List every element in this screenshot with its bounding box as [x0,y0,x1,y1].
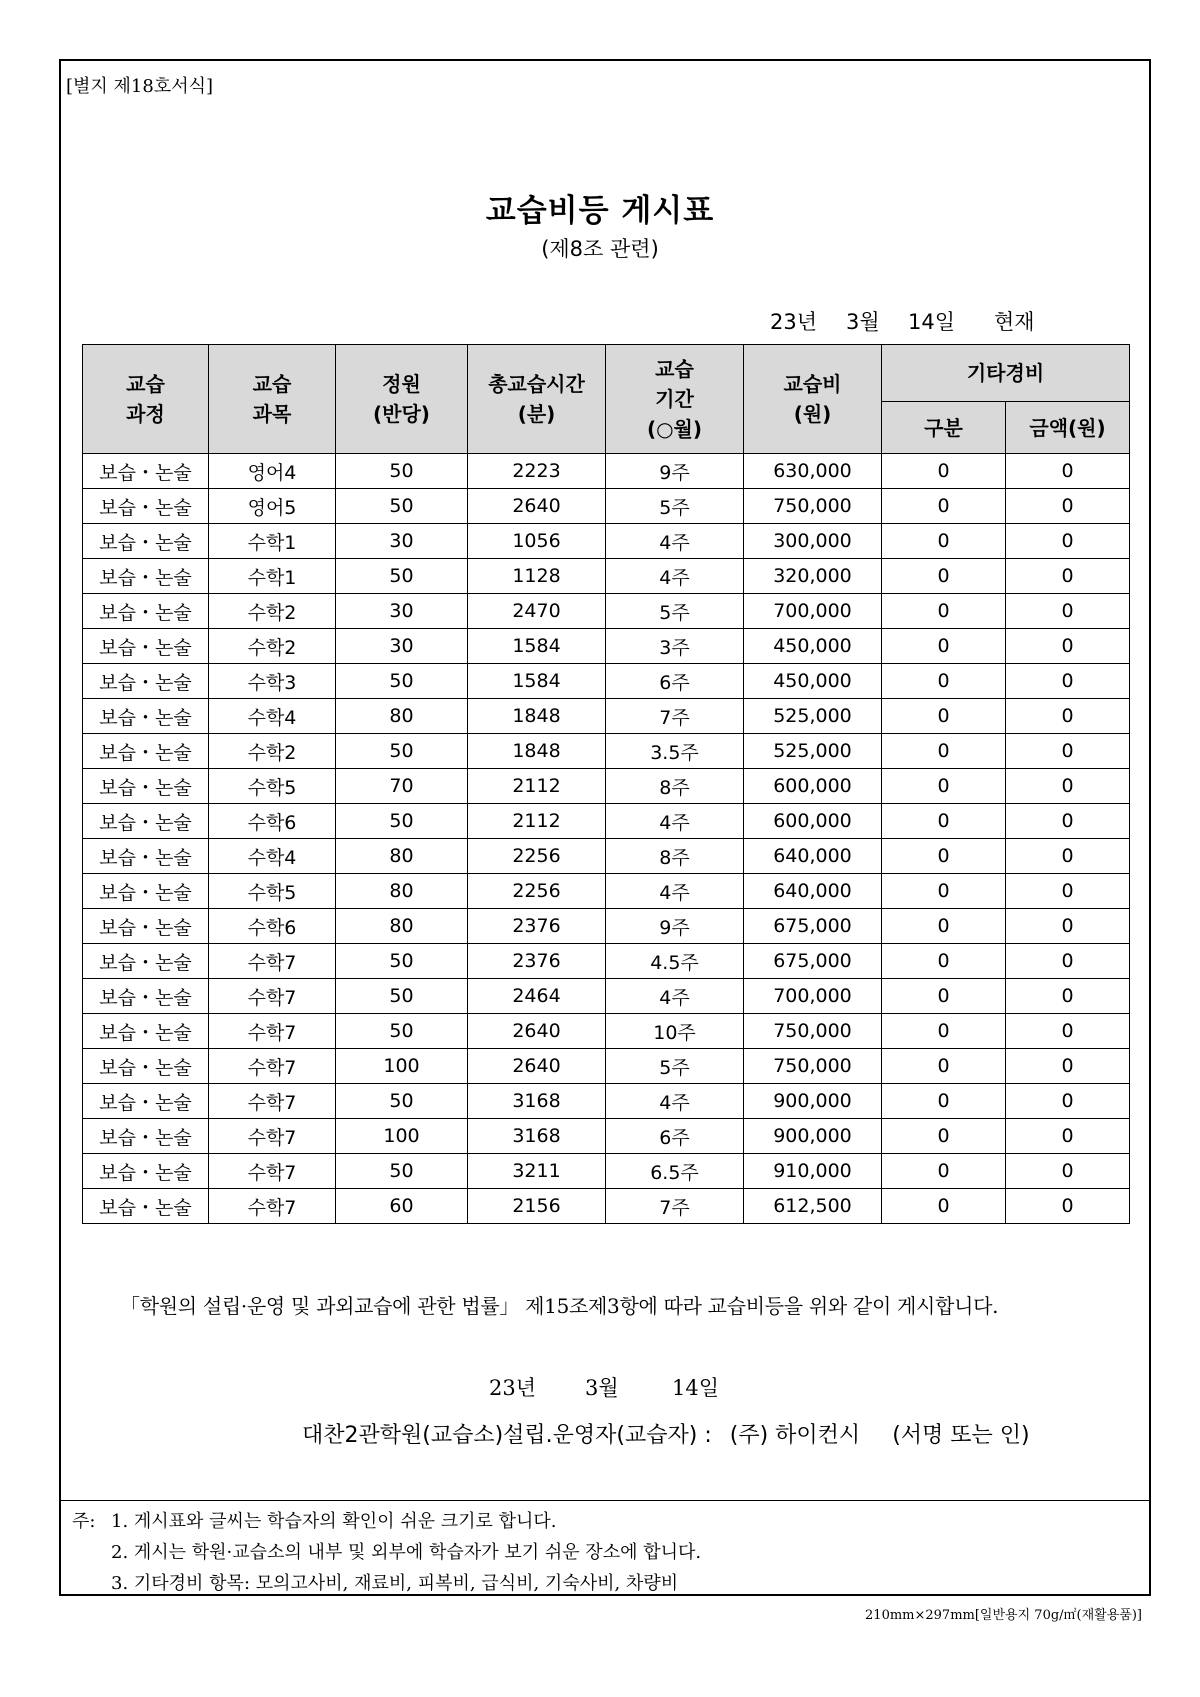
cell-subject: 수학6 [209,804,336,839]
table-row [83,944,1130,979]
cell-other-amount: 0 [1006,524,1130,559]
cell-total-hours: 2256 [468,874,606,909]
cell-other-category: 0 [882,979,1006,1014]
cell-course: 보습・논술 [83,734,209,769]
cell-capacity: 50 [336,804,468,839]
cell-other-category: 0 [882,559,1006,594]
cell-other-amount: 0 [1006,1049,1130,1084]
cell-total-hours: 1848 [468,734,606,769]
cell-period: 3.5주 [606,734,744,769]
cell-total-hours: 1584 [468,629,606,664]
cell-other-amount: 0 [1006,944,1130,979]
cell-period: 4주 [606,1084,744,1119]
cell-period: 3주 [606,629,744,664]
cell-fee: 900,000 [744,1119,882,1154]
cell-subject: 수학7 [209,944,336,979]
cell-total-hours: 2470 [468,594,606,629]
cell-total-hours: 3168 [468,1084,606,1119]
cell-course: 보습・논술 [83,664,209,699]
as-of-day: 14일 [908,310,956,334]
cell-course: 보습・논술 [83,1014,209,1049]
cell-other-category: 0 [882,1049,1006,1084]
cell-capacity: 60 [336,1189,468,1224]
header-amount: 금액(원) [1006,402,1130,454]
cell-other-category: 0 [882,874,1006,909]
table-row [83,454,1130,489]
cell-period: 9주 [606,909,744,944]
cell-subject: 수학5 [209,769,336,804]
as-of-suffix: 현재 [994,310,1035,334]
cell-capacity: 100 [336,1119,468,1154]
cell-other-category: 0 [882,524,1006,559]
cell-fee: 525,000 [744,699,882,734]
cell-other-amount: 0 [1006,594,1130,629]
as-of-month: 3월 [846,310,880,334]
cell-other-category: 0 [882,699,1006,734]
cell-capacity: 50 [336,944,468,979]
cell-subject: 수학7 [209,1049,336,1084]
cell-subject: 수학1 [209,524,336,559]
cell-total-hours: 2156 [468,1189,606,1224]
cell-course: 보습・논술 [83,769,209,804]
table-row [83,1049,1130,1084]
table-row [83,804,1130,839]
table-row [83,594,1130,629]
legal-statement: 「학원의 설립·운영 및 과외교습에 관한 법률」 제15조제3항에 따라 교습비등을 위와 같이 게시합니다. [120,1294,999,1318]
cell-other-category: 0 [882,1084,1006,1119]
cell-total-hours: 2464 [468,979,606,1014]
cell-fee: 612,500 [744,1189,882,1224]
cell-capacity: 50 [336,1154,468,1189]
note-item: 1. 게시표와 글씨는 학습자의 확인이 쉬운 크기로 합니다. [111,1511,557,1532]
cell-period: 7주 [606,699,744,734]
cell-capacity: 70 [336,769,468,804]
cell-capacity: 50 [336,1084,468,1119]
cell-total-hours: 1848 [468,699,606,734]
table-row [83,664,1130,699]
header-period: 교습 기간 (○월) [606,345,744,454]
cell-period: 10주 [606,1014,744,1049]
table-row [83,699,1130,734]
sign-hint: (서명 또는 인) [892,1423,1030,1448]
cell-total-hours: 3211 [468,1154,606,1189]
cell-subject: 수학7 [209,1189,336,1224]
operator-label: 대찬2관학원(교습소)설립.운영자(교습자) : [302,1423,712,1448]
cell-total-hours: 1584 [468,664,606,699]
notes-divider [59,1500,1151,1501]
sign-day: 14일 [672,1376,720,1400]
cell-capacity: 80 [336,874,468,909]
cell-other-category: 0 [882,454,1006,489]
cell-course: 보습・논술 [83,804,209,839]
cell-total-hours: 2112 [468,804,606,839]
cell-subject: 수학6 [209,909,336,944]
cell-subject: 수학2 [209,734,336,769]
cell-capacity: 50 [336,1014,468,1049]
note-item: 2. 게시는 학원·교습소의 내부 및 외부에 학습자가 보기 쉬운 장소에 합니다. [111,1542,702,1563]
cell-other-amount: 0 [1006,979,1130,1014]
cell-capacity: 50 [336,734,468,769]
table-row [83,1084,1130,1119]
cell-other-amount: 0 [1006,874,1130,909]
cell-subject: 수학1 [209,559,336,594]
cell-fee: 640,000 [744,839,882,874]
cell-other-amount: 0 [1006,909,1130,944]
operator-name: (주) 하이컨시 [729,1423,861,1448]
sign-year: 23년 [489,1376,537,1400]
cell-subject: 수학2 [209,594,336,629]
table-row [83,769,1130,804]
cell-subject: 영어4 [209,454,336,489]
cell-other-category: 0 [882,1119,1006,1154]
cell-subject: 수학3 [209,664,336,699]
cell-capacity: 30 [336,629,468,664]
cell-period: 6주 [606,1119,744,1154]
as-of-year: 23년 [770,310,818,334]
cell-total-hours: 2640 [468,489,606,524]
table-row [83,489,1130,524]
header-subject: 교습 과목 [209,345,336,454]
cell-period: 4주 [606,559,744,594]
table-row [83,1189,1130,1224]
cell-other-amount: 0 [1006,1119,1130,1154]
cell-capacity: 80 [336,909,468,944]
cell-other-category: 0 [882,804,1006,839]
cell-fee: 910,000 [744,1154,882,1189]
cell-other-category: 0 [882,769,1006,804]
header-category: 구분 [882,402,1006,454]
header-other-expenses: 기타경비 [882,345,1130,402]
cell-total-hours: 2376 [468,944,606,979]
header-course: 교습 과정 [83,345,209,454]
cell-subject: 수학7 [209,1119,336,1154]
table-row [83,979,1130,1014]
cell-fee: 450,000 [744,629,882,664]
cell-capacity: 50 [336,489,468,524]
header-capacity: 정원 (반당) [336,345,468,454]
cell-course: 보습・논술 [83,1049,209,1084]
cell-total-hours: 2640 [468,1049,606,1084]
cell-other-amount: 0 [1006,1154,1130,1189]
cell-fee: 700,000 [744,594,882,629]
cell-period: 4주 [606,804,744,839]
table-row [83,1154,1130,1189]
cell-other-amount: 0 [1006,734,1130,769]
cell-other-amount: 0 [1006,489,1130,524]
cell-period: 7주 [606,1189,744,1224]
cell-fee: 900,000 [744,1084,882,1119]
cell-period: 8주 [606,839,744,874]
header-fee: 교습비 (원) [744,345,882,454]
cell-course: 보습・논술 [83,944,209,979]
note-item: 3. 기타경비 항목: 모의고사비, 재료비, 피복비, 급식비, 기숙사비, 차량비 [111,1573,679,1594]
fee-table [82,344,1130,1224]
cell-total-hours: 1128 [468,559,606,594]
cell-total-hours: 2640 [468,1014,606,1049]
cell-other-amount: 0 [1006,454,1130,489]
cell-course: 보습・논술 [83,874,209,909]
cell-course: 보습・논술 [83,1189,209,1224]
cell-other-category: 0 [882,629,1006,664]
cell-subject: 수학4 [209,699,336,734]
cell-fee: 320,000 [744,559,882,594]
cell-subject: 수학7 [209,979,336,1014]
cell-period: 4주 [606,524,744,559]
cell-total-hours: 1056 [468,524,606,559]
table-row [83,839,1130,874]
cell-capacity: 50 [336,979,468,1014]
cell-fee: 450,000 [744,664,882,699]
cell-period: 6.5주 [606,1154,744,1189]
cell-other-category: 0 [882,734,1006,769]
cell-total-hours: 2223 [468,454,606,489]
cell-other-amount: 0 [1006,1014,1130,1049]
cell-course: 보습・논술 [83,594,209,629]
cell-course: 보습・논술 [83,454,209,489]
cell-period: 4주 [606,979,744,1014]
cell-capacity: 50 [336,454,468,489]
cell-capacity: 30 [336,594,468,629]
cell-period: 5주 [606,594,744,629]
cell-fee: 675,000 [744,909,882,944]
fee-table-body [83,454,1130,1224]
cell-other-amount: 0 [1006,699,1130,734]
cell-capacity: 50 [336,559,468,594]
table-row [83,909,1130,944]
cell-subject: 수학7 [209,1084,336,1119]
cell-fee: 525,000 [744,734,882,769]
cell-other-amount: 0 [1006,804,1130,839]
cell-subject: 수학7 [209,1154,336,1189]
cell-other-category: 0 [882,944,1006,979]
header-total-hours: 총교습시간 (분) [468,345,606,454]
cell-fee: 750,000 [744,1014,882,1049]
cell-total-hours: 2256 [468,839,606,874]
signer-line [302,1418,1048,1449]
cell-course: 보습・논술 [83,1154,209,1189]
cell-other-category: 0 [882,1014,1006,1049]
cell-other-category: 0 [882,1154,1006,1189]
cell-subject: 수학2 [209,629,336,664]
cell-subject: 수학7 [209,1014,336,1049]
cell-other-category: 0 [882,909,1006,944]
cell-fee: 675,000 [744,944,882,979]
page-subtitle: (제8조 관련) [541,237,659,261]
cell-course: 보습・논술 [83,699,209,734]
cell-fee: 600,000 [744,804,882,839]
cell-other-amount: 0 [1006,839,1130,874]
cell-period: 9주 [606,454,744,489]
cell-subject: 영어5 [209,489,336,524]
cell-course: 보습・논술 [83,559,209,594]
cell-fee: 750,000 [744,489,882,524]
table-row [83,1014,1130,1049]
cell-capacity: 80 [336,699,468,734]
cell-fee: 640,000 [744,874,882,909]
cell-other-amount: 0 [1006,629,1130,664]
cell-other-category: 0 [882,594,1006,629]
cell-capacity: 50 [336,664,468,699]
cell-course: 보습・논술 [83,524,209,559]
cell-course: 보습・논술 [83,1084,209,1119]
cell-capacity: 30 [336,524,468,559]
cell-other-amount: 0 [1006,664,1130,699]
cell-other-amount: 0 [1006,769,1130,804]
cell-subject: 수학5 [209,874,336,909]
cell-period: 8주 [606,769,744,804]
sign-month: 3월 [585,1376,619,1400]
cell-capacity: 80 [336,839,468,874]
cell-fee: 630,000 [744,454,882,489]
table-row [83,734,1130,769]
cell-fee: 750,000 [744,1049,882,1084]
cell-course: 보습・논술 [83,489,209,524]
cell-fee: 600,000 [744,769,882,804]
cell-course: 보습・논술 [83,1119,209,1154]
cell-other-category: 0 [882,839,1006,874]
cell-other-category: 0 [882,664,1006,699]
cell-other-category: 0 [882,489,1006,524]
table-row [83,559,1130,594]
form-number: [별지 제18호서식] [66,76,213,97]
cell-fee: 700,000 [744,979,882,1014]
notes-prefix: 주: [72,1511,96,1532]
cell-course: 보습・논술 [83,839,209,874]
cell-fee: 300,000 [744,524,882,559]
table-row [83,874,1130,909]
table-row [83,524,1130,559]
cell-other-amount: 0 [1006,559,1130,594]
table-row [83,1119,1130,1154]
cell-total-hours: 2376 [468,909,606,944]
page-title: 교습비등 게시표 [485,193,715,229]
cell-course: 보습・논술 [83,909,209,944]
cell-total-hours: 3168 [468,1119,606,1154]
cell-other-amount: 0 [1006,1189,1130,1224]
cell-period: 4주 [606,874,744,909]
cell-capacity: 100 [336,1049,468,1084]
cell-subject: 수학4 [209,839,336,874]
table-row [83,629,1130,664]
cell-other-category: 0 [882,1189,1006,1224]
cell-total-hours: 2112 [468,769,606,804]
cell-period: 6주 [606,664,744,699]
paper-spec: 210mm×297mm[일반용지 70g/㎡(재활용품)] [865,1608,1142,1623]
cell-course: 보습・논술 [83,629,209,664]
cell-course: 보습・논술 [83,979,209,1014]
cell-period: 4.5주 [606,944,744,979]
cell-period: 5주 [606,489,744,524]
cell-other-amount: 0 [1006,1084,1130,1119]
cell-period: 5주 [606,1049,744,1084]
